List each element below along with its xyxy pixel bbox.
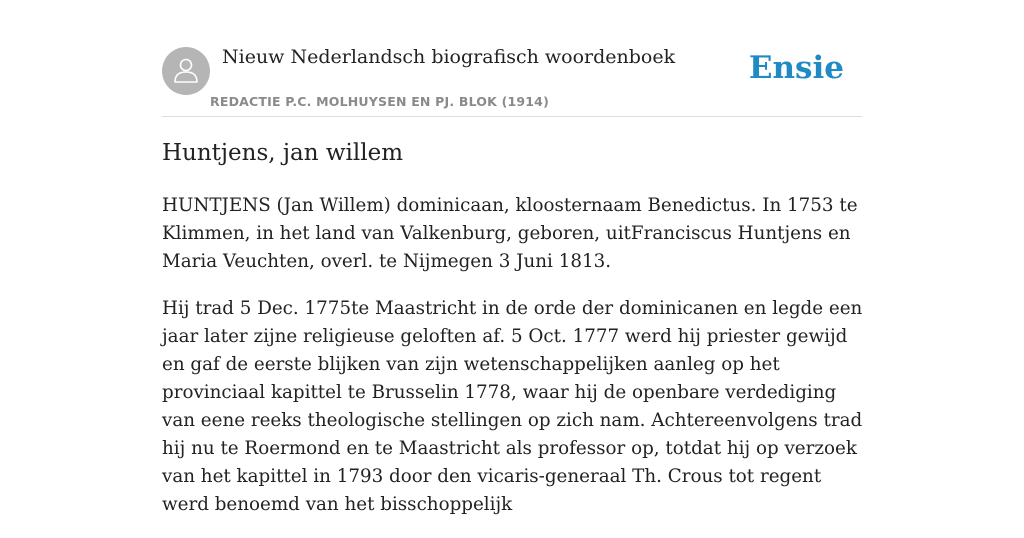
entry-title: Huntjens, jan willem: [162, 140, 404, 166]
entry-body: [162, 192, 867, 538]
page-header: [162, 40, 862, 117]
paragraph: Hij trad 5 Dec. 1775te Maastricht in de orde der dominicanen en legde een jaar later zijne religieuse geloften af. 5 Oct. 1777 werd hij priester gewijd en gaf de eerste blijken van zijn wetenschappelijken aanleg op het provinciaal kapittel te Brusselin 1778, waar hij de openbare verdediging van eene reeks theologische stellingen op zich nam. Achtereenvolgens trad hij nu te Roermond en te Maastricht als professor op, totdat hij op verzoek van het kapittel in 1793 door den vicaris-generaal Th. Crous tot regent werd benoemd van het bisschoppelijk: [162, 298, 863, 515]
paragraph: HUNTJENS (Jan Willem) dominicaan, kloosternaam Benedictus. In 1753 te Klimmen, in het land van Valkenburg, geboren, uitFranciscus Huntjens en Maria Veuchten, overl. te Nijmegen 3 Juni 1813.: [162, 195, 858, 272]
ensie-logo[interactable]: Ensie: [748, 50, 844, 86]
book-title[interactable]: Nieuw Nederlandsch biografisch woordenboek: [222, 46, 676, 68]
user-icon: [172, 56, 200, 84]
editors-label: REDACTIE P.C. MOLHUYSEN EN PJ. BLOK (1914): [210, 94, 549, 109]
avatar[interactable]: [162, 47, 210, 95]
